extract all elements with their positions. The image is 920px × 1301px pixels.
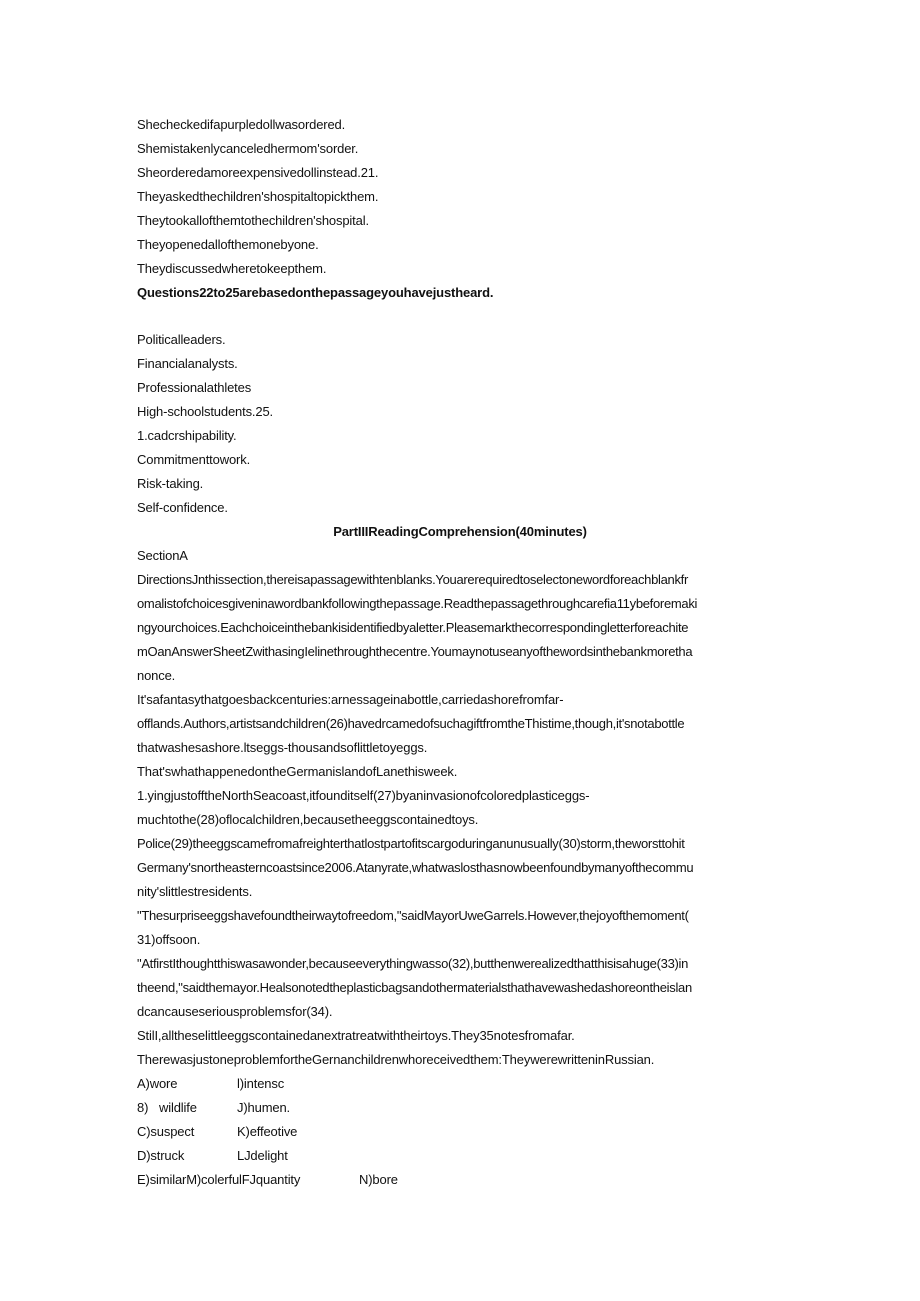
option-line: Theydiscussedwheretokeepthem. xyxy=(137,261,327,276)
directions-line: mOanAnswerSheetZwithasingIelinethroughthecentre.Youmaynotuseanyofthewordsinthebankmoretha xyxy=(137,644,693,659)
passage-line: thatwashesashore.ltseggs-thousandsoflittletoyeggs. xyxy=(137,740,428,755)
passage-line: muchtothe(28)oflocalchildren,becausetheeggscontainedtoys. xyxy=(137,812,479,827)
option-line: Professionalathletes xyxy=(137,380,252,395)
passage-line: TherewasjustoneproblemfortheGernanchildrenwhoreceivedthem:TheywerewritteninRussian. xyxy=(137,1052,655,1067)
option-line: Shemistakenlycanceledhermom'sorder. xyxy=(137,141,359,156)
passage-line: theend,"saidthemayor.Healsonotedtheplasticbagsandothermaterialsthathavewashedashoreontheislan xyxy=(137,980,692,995)
word-bank-item: D)struck xyxy=(137,1148,185,1163)
word-bank-item: E)similarM)colerfulFJquantity xyxy=(137,1172,301,1187)
word-bank-item: wildlife xyxy=(159,1100,197,1115)
passage-line: offlands.Authors,artistsandchildren(26)havedrcamedofsuchagiftfromtheThistime,though,it'snotabottle xyxy=(137,716,685,731)
word-bank-item: J)humen. xyxy=(237,1100,290,1115)
option-line: Self-confidence. xyxy=(137,500,228,515)
word-bank-item: l)intensc xyxy=(237,1076,285,1091)
option-line: Shecheckedifapurpledollwasordered. xyxy=(137,117,346,132)
word-bank-item: LJdelight xyxy=(237,1148,288,1163)
option-line: Risk-taking. xyxy=(137,476,204,491)
option-line: Sheorderedamoreexpensivedollinstead.21. xyxy=(137,165,379,180)
directions-line: DirectionsJnthissection,thereisapassagewithtenblanks.Youarerequiredtoselectonewordforeachblankfr xyxy=(137,572,689,587)
part-title: PartIIIReadingComprehension(40minutes) xyxy=(333,524,587,539)
passage-line: StilI,alltheselittleeggscontainedanextratreatwiththeirtoys.They35notesfromafar. xyxy=(137,1028,575,1043)
directions-line: nonce. xyxy=(137,668,176,683)
directions-line: ngyourchoices.Eachchoiceinthebankisidentifiedbyaletter.Pleasemarkthecorrespondingletterforeachite xyxy=(137,620,689,635)
word-bank-item: A)wore xyxy=(137,1076,178,1091)
option-line: Theytookallofthemtothechildren'shospital. xyxy=(137,213,369,228)
passage-line: That'swhathappenedontheGermanislandofLanethisweek. xyxy=(137,764,458,779)
passage-line: 1.yingjustofftheNorthSeacoast,itfounditself(27)byaninvasionofcoloredplasticeggs- xyxy=(137,788,590,803)
passage-line: "Thesurpriseeggshavefoundtheirwaytofreedom,"saidMayorUweGarrels.However,thejoyofthemoment( xyxy=(137,908,689,923)
passage-line: 31)offsoon. xyxy=(137,932,201,947)
option-line: Financialanalysts. xyxy=(137,356,238,371)
passage-line: nity'slittlestresidents. xyxy=(137,884,253,899)
option-line: 1.cadcrshipability. xyxy=(137,428,237,443)
passage-line: Germany'snortheasterncoastsince2006.Atanyrate,whatwaslosthasnowbeenfoundbymanyofthecommu xyxy=(137,860,694,875)
option-line: High-schoolstudents.25. xyxy=(137,404,274,419)
passage-line: It'safantasythatgoesbackcenturies:arnessageinabottle,carriedashorefromfar- xyxy=(137,692,564,707)
section-label: SectionA xyxy=(137,548,188,563)
option-line: Politicalleaders. xyxy=(137,332,226,347)
option-line: Commitmenttowork. xyxy=(137,452,251,467)
directions-line: omalistofchoicesgiveninawordbankfollowingthepassage.Readthepassagethroughcarefia11ybeforemaki xyxy=(137,596,698,611)
word-bank-item: N)bore xyxy=(359,1172,398,1187)
word-bank-item: C)suspect xyxy=(137,1124,195,1139)
passage-line: Police(29)theeggscamefromafreighterthatlostpartofitscargoduringanunusually(30)storm,theworsttohit xyxy=(137,836,685,851)
word-bank-item: 8) xyxy=(137,1100,149,1115)
passage-line: dcancauseseriousproblemsfor(34). xyxy=(137,1004,333,1019)
passage-line: "AtfirstIthoughtthiswasawonder,becauseeverythingwasso(32),butthenwerealizedthatthisisahuge(33)in xyxy=(137,956,689,971)
option-line: Theyopenedallofthemonebyone. xyxy=(137,237,319,252)
questions-heading: Questions22to25arebasedonthepassageyouhavejustheard. xyxy=(137,285,494,300)
option-line: Theyaskedthechildren'shospitaltopickthem. xyxy=(137,189,379,204)
word-bank-item: K)effeotive xyxy=(237,1124,298,1139)
